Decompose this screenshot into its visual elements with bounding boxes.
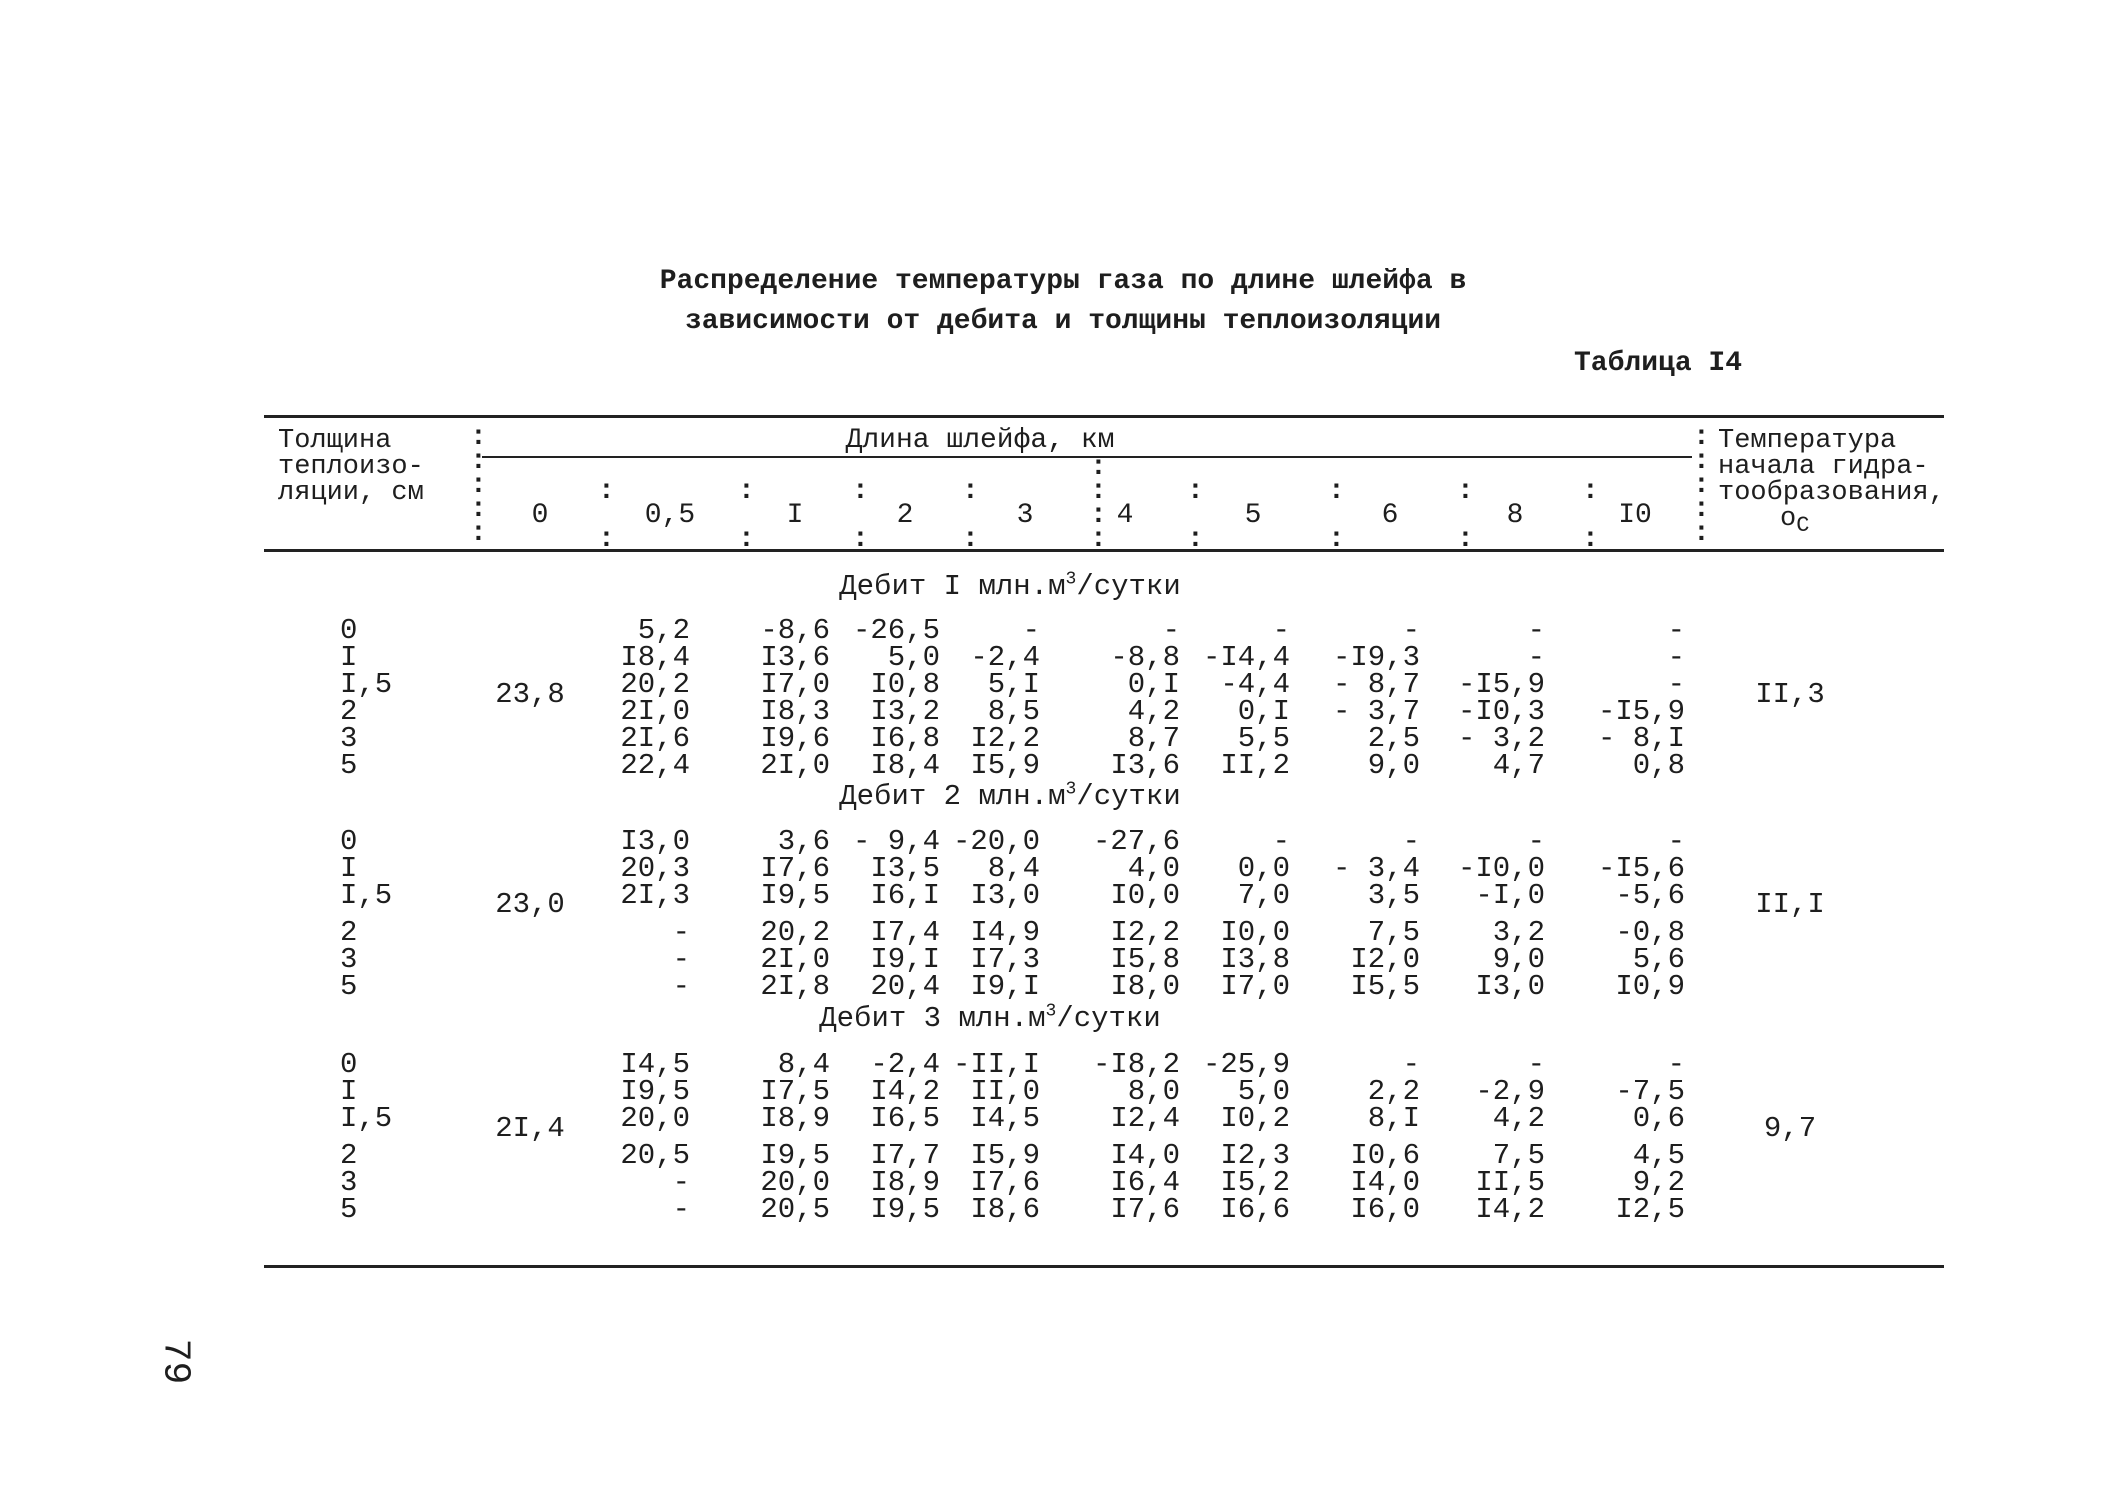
hydrate-temperature: II,I	[1755, 888, 1825, 921]
column-5: -25,9 5,0 I0,2 I2,3 I5,2 I6,6	[1202, 1048, 1290, 1226]
column-1: 3,6 I7,6 I9,5 20,2 2I,0 2I,8	[760, 825, 830, 1003]
column-4: - -8,8 0,I 4,2 8,7 I3,6	[1110, 614, 1180, 782]
column-2: -2,4 I4,2 I6,5 I7,7 I8,9 I9,5	[870, 1048, 940, 1226]
value-length-0: 23,8	[495, 678, 565, 711]
table-title-line-1: Распределение температуры газа по длине шлейфа в	[659, 266, 1467, 297]
thickness-column: 0 I I,5 2 3 5	[340, 1048, 393, 1226]
column-4: -I8,2 8,0 I2,4 I4,0 I6,4 I7,6	[1092, 1048, 1180, 1226]
header-length-2: 2	[896, 500, 914, 531]
page-number: 79	[153, 1338, 197, 1385]
header-separator: : :	[1457, 476, 1474, 555]
header-separator: : :	[598, 476, 615, 555]
header-separator: : : : : :	[470, 422, 487, 549]
table-label: Таблица I4	[1574, 348, 1743, 379]
header-length-5: 5	[1244, 500, 1262, 531]
column-1: 8,4 I7,5 I8,9 I9,5 20,0 20,5	[760, 1048, 830, 1226]
column-8: - - -I5,9 -I0,3 - 3,2 4,7	[1457, 614, 1545, 782]
table-title-line-2: зависимости от дебита и толщины теплоизоляции	[684, 306, 1442, 337]
column-10: - -I5,6 -5,6 -0,8 5,6 I0,9	[1597, 825, 1685, 1003]
length-caption-rule	[482, 456, 1692, 458]
value-length-0: 23,0	[495, 888, 565, 921]
header-separator: : :	[1328, 476, 1345, 555]
column-10: - -7,5 0,6 4,5 9,2 I2,5	[1615, 1048, 1685, 1226]
value-length-0: 2I,4	[495, 1112, 565, 1145]
section-title-debit-2: Дебит 2 $млн.м^3$/сутки	[839, 779, 1181, 813]
header-length-0: 0	[531, 500, 549, 531]
hydrate-temperature: 9,7	[1763, 1112, 1817, 1145]
column-6: - - 3,4 3,5 7,5 I2,0 I5,5	[1332, 825, 1420, 1003]
header-length-caption: Длина шлейфа, км	[845, 425, 1115, 456]
header-length-10: I0	[1618, 500, 1652, 531]
header-hydrate: Температура начала гидра- тообразования, $о_С$	[1718, 426, 1945, 538]
column-2: - 9,4 I3,5 I6,I I7,4 I9,I 20,4	[852, 825, 940, 1003]
section-title-debit-3: Дебит 3 $млн.м^3$/сутки	[819, 1001, 1161, 1035]
column-3: -20,0 8,4 I3,0 I4,9 I7,3 I9,I	[952, 825, 1040, 1003]
column-3: - -2,4 5,I 8,5 I2,2 I5,9	[970, 614, 1040, 782]
header-length-3: 3	[1016, 500, 1034, 531]
header-separator: : : : :	[1090, 452, 1107, 555]
column-5: - -I4,4 -4,4 0,I 5,5 II,2	[1202, 614, 1290, 782]
header-separator: : :	[852, 476, 869, 555]
header-length-1: I	[786, 500, 804, 531]
section-title-debit-1: Дебит I $млн.м^3$/сутки	[839, 569, 1181, 603]
column-0-5: I4,5 I9,5 20,0 20,5 - -	[620, 1048, 690, 1226]
column-8: - -I0,0 -I,0 3,2 9,0 I3,0	[1457, 825, 1545, 1003]
hydrate-temperature: II,3	[1755, 678, 1825, 711]
thickness-column: 0 I I,5 2 3 5	[340, 614, 393, 782]
column-2: -26,5 5,0 I0,8 I3,2 I6,8 I8,4	[852, 614, 940, 782]
column-5: - 0,0 7,0 I0,0 I3,8 I7,0	[1220, 825, 1290, 1003]
header-length-6: 6	[1381, 500, 1399, 531]
header-separator: : :	[1582, 476, 1599, 555]
thickness-column: 0 I I,5 2 3 5	[340, 825, 393, 1003]
column-10: - - - -I5,9 - 8,I 0,8	[1597, 614, 1685, 782]
header-separator: : :	[1187, 476, 1204, 555]
header-separator: : :	[738, 476, 755, 555]
header-separator: : : : : :	[1693, 422, 1710, 549]
column-1: -8,6 I3,6 I7,0 I8,3 I9,6 2I,0	[760, 614, 830, 782]
column-0-5: I3,0 20,3 2I,3 - - -	[620, 825, 690, 1003]
header-length-4: 4	[1116, 500, 1134, 531]
header-length-0-5: 0,5	[644, 500, 696, 531]
header-separator: : :	[962, 476, 979, 555]
header-length-8: 8	[1506, 500, 1524, 531]
column-3: -II,I II,0 I4,5 I5,9 I7,6 I8,6	[952, 1048, 1040, 1226]
header-thickness: Толщина теплоизо- ляции, см	[278, 426, 424, 508]
column-6: - -I9,3 - 8,7 - 3,7 2,5 9,0	[1332, 614, 1420, 782]
column-4: -27,6 4,0 I0,0 I2,2 I5,8 I8,0	[1092, 825, 1180, 1003]
column-6: - 2,2 8,I I0,6 I4,0 I6,0	[1350, 1048, 1420, 1226]
top-rule	[264, 415, 1944, 418]
column-0-5: 5,2 I8,4 20,2 2I,0 2I,6 22,4	[620, 614, 690, 782]
column-8: - -2,9 4,2 7,5 II,5 I4,2	[1475, 1048, 1545, 1226]
bottom-rule	[264, 1265, 1944, 1268]
